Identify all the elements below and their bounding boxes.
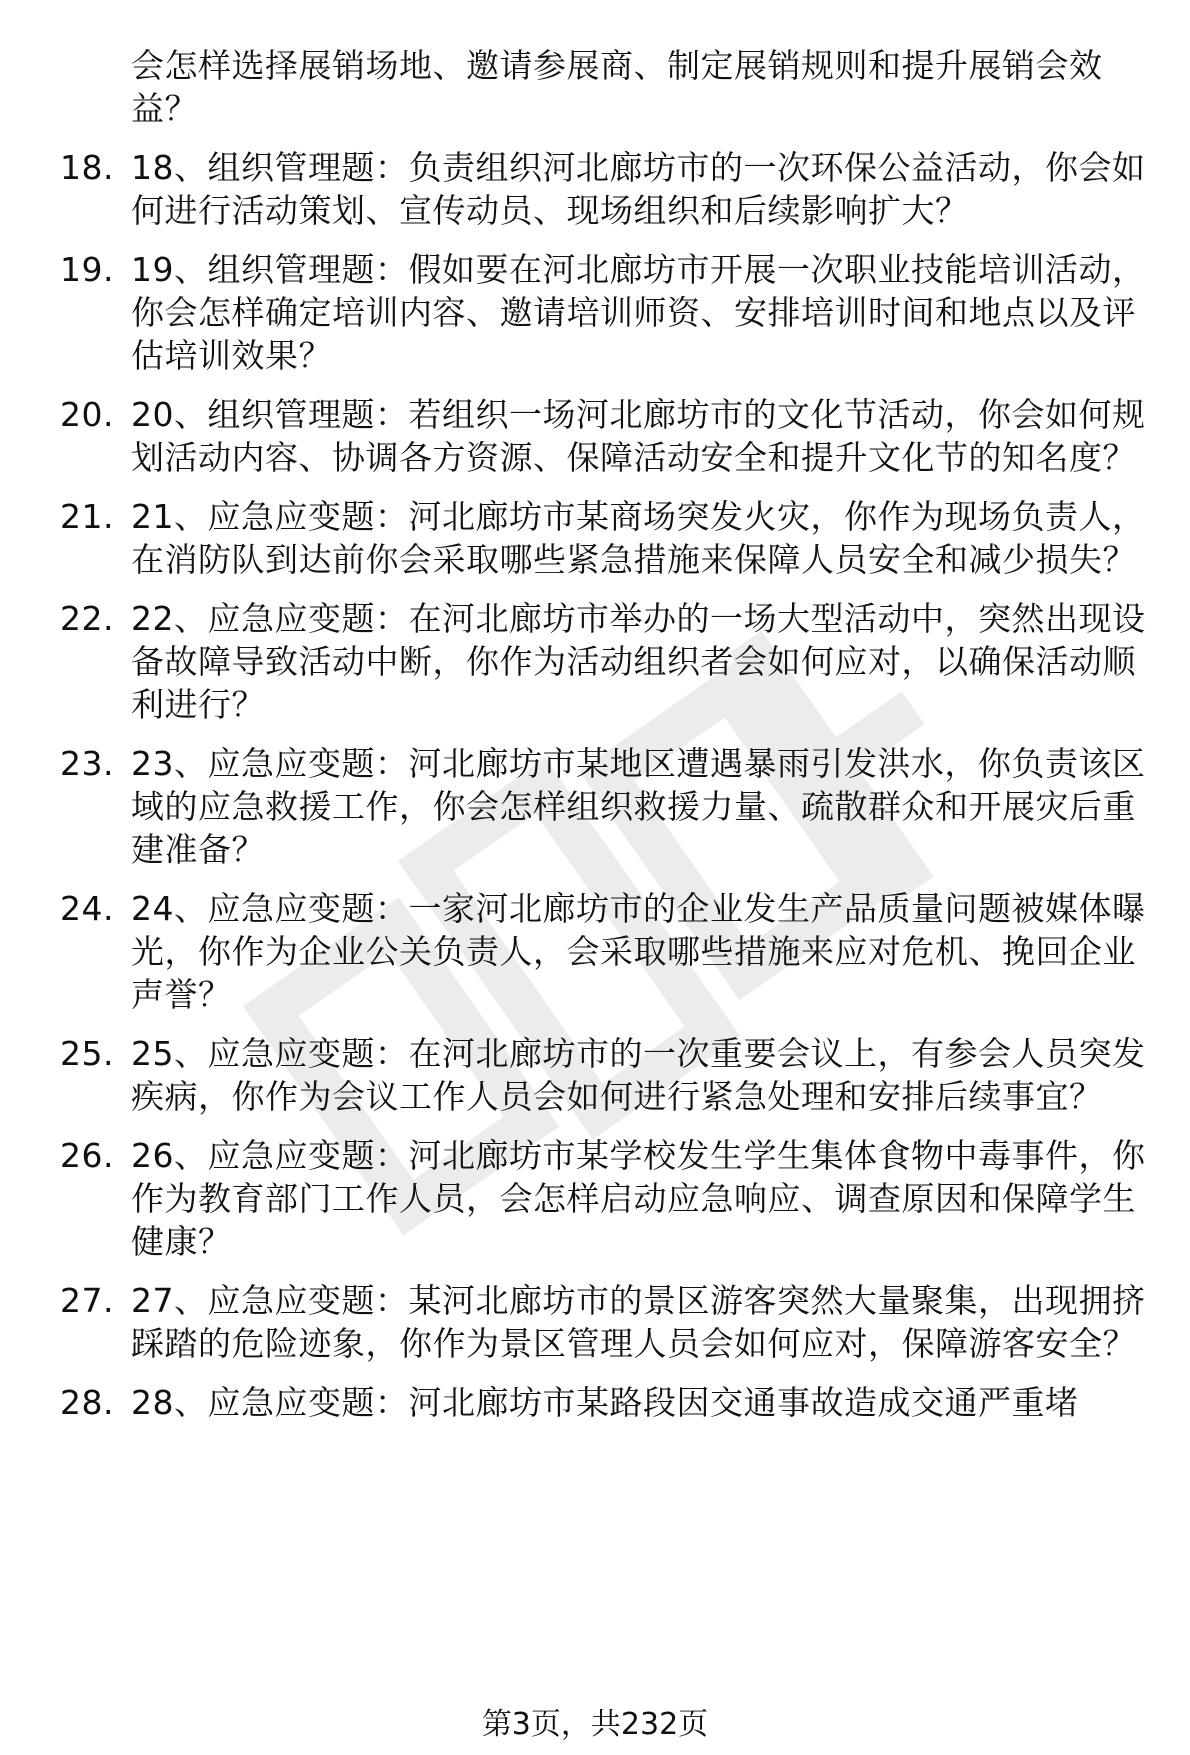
question-item-22 — [60, 597, 1160, 726]
page-footer — [0, 1705, 1190, 1745]
question-item-23 — [60, 742, 1160, 871]
question-text: 21、应急应变题：河北廊坊市某商场突发火灾，你作为现场负责人，在消防队到达前你会采取哪些紧急措施来保障人员安全和减少损失？ — [131, 497, 1146, 579]
question-text: 23、应急应变题：河北廊坊市某地区遭遇暴雨引发洪水，你负责该区域的应急救援工作，你会怎样组织救援力量、疏散群众和开展灾后重建准备？ — [131, 744, 1146, 869]
question-text: 20、组织管理题：若组织一场河北廊坊市的文化节活动，你会如何规划活动内容、协调各方资源、保障活动安全和提升文化节的知名度？ — [131, 395, 1146, 477]
question-number: 20. — [60, 395, 114, 434]
question-number: 18. — [60, 148, 114, 187]
question-number: 19. — [60, 250, 114, 289]
question-number: 25. — [60, 1034, 114, 1073]
question-item-18 — [60, 146, 1160, 232]
question-item-20 — [60, 393, 1160, 479]
question-text: 25、应急应变题：在河北廊坊市的一次重要会议上，有参会人员突发疾病，你作为会议工作人员会如何进行紧急处理和安排后续事宜？ — [131, 1034, 1146, 1116]
question-item-continued — [60, 44, 1160, 130]
question-item-28 — [60, 1381, 1160, 1424]
question-text: 会怎样选择展销场地、邀请参展商、制定展销规则和提升展销会效益？ — [131, 46, 1103, 128]
question-number: 28. — [60, 1383, 114, 1422]
question-item-26 — [60, 1134, 1160, 1263]
question-item-27 — [60, 1279, 1160, 1365]
question-text: 18、组织管理题：负责组织河北廊坊市的一次环保公益活动，你会如何进行活动策划、宣传动员、现场组织和后续影响扩大？ — [131, 148, 1146, 230]
question-number: 27. — [60, 1281, 114, 1320]
question-item-19 — [60, 248, 1160, 377]
question-text: 24、应急应变题：一家河北廊坊市的企业发生产品质量问题被媒体曝光，你作为企业公关负责人，会采取哪些措施来应对危机、挽回企业声誉？ — [131, 889, 1146, 1014]
question-item-24 — [60, 887, 1160, 1016]
question-number: 24. — [60, 889, 114, 928]
page-number-label: 第3页，共232页 — [481, 1707, 709, 1742]
question-text: 27、应急应变题：某河北廊坊市的景区游客突然大量聚集，出现拥挤踩踏的危险迹象，你作为景区管理人员会如何应对，保障游客安全？ — [131, 1281, 1146, 1363]
question-list — [60, 44, 1160, 1440]
question-text: 19、组织管理题：假如要在河北廊坊市开展一次职业技能培训活动，你会怎样确定培训内容、邀请培训师资、安排培训时间和地点以及评估培训效果？ — [131, 250, 1146, 375]
question-item-25 — [60, 1032, 1160, 1118]
question-text: 28、应急应变题：河北廊坊市某路段因交通事故造成交通严重堵 — [131, 1383, 1079, 1422]
question-number: 21. — [60, 497, 114, 536]
question-text: 26、应急应变题：河北廊坊市某学校发生学生集体食物中毒事件，你作为教育部门工作人员，会怎样启动应急响应、调查原因和保障学生健康？ — [131, 1136, 1146, 1261]
question-number: 22. — [60, 599, 114, 638]
question-text: 22、应急应变题：在河北廊坊市举办的一场大型活动中，突然出现设备故障导致活动中断，你作为活动组织者会如何应对，以确保活动顺利进行？ — [131, 599, 1146, 724]
question-number: 26. — [60, 1136, 114, 1175]
question-number: 23. — [60, 744, 114, 783]
question-item-21 — [60, 495, 1160, 581]
